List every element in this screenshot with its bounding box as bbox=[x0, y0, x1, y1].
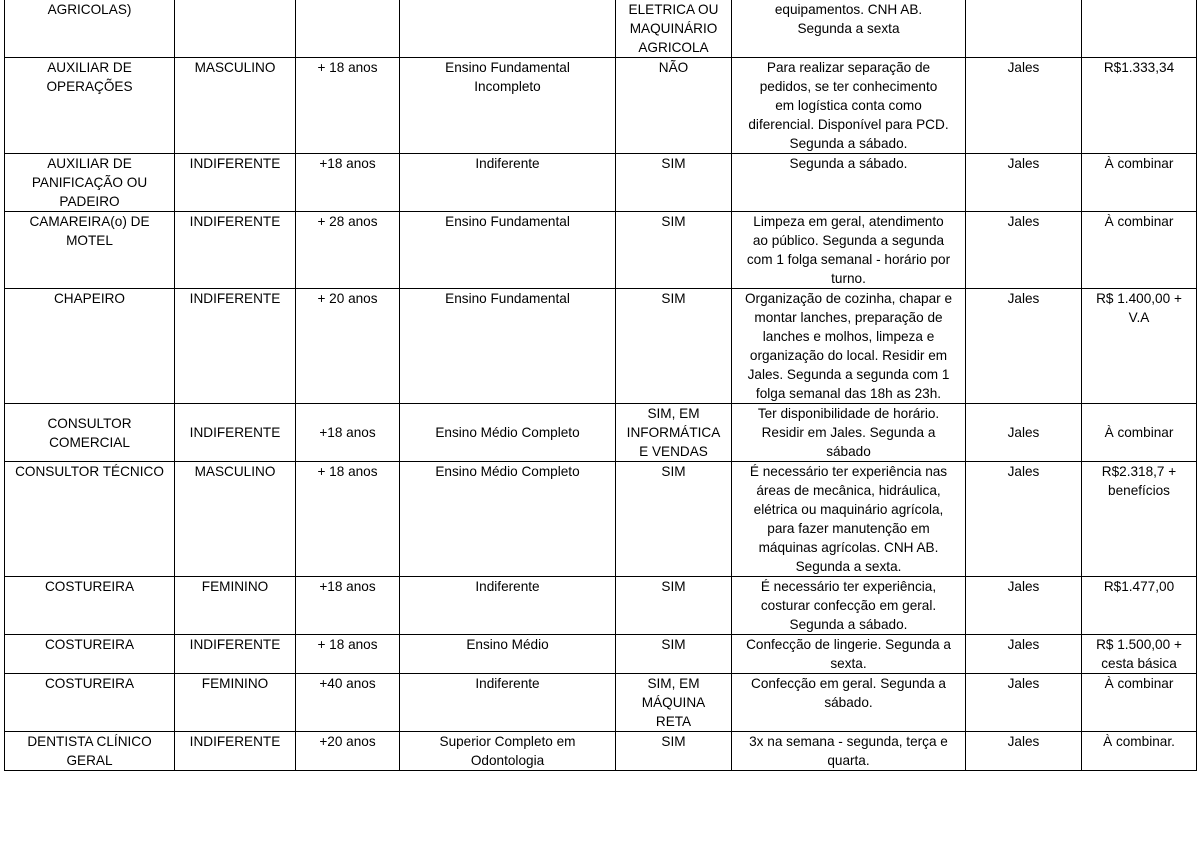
sexo-cell: INDIFERENTE bbox=[175, 635, 296, 674]
escolaridade-cell: Ensino Médio Completo bbox=[400, 462, 616, 577]
cidade-cell: Jales bbox=[966, 674, 1082, 732]
descricao-cell: Confecção em geral. Segunda a sábado. bbox=[732, 674, 966, 732]
salario-cell: R$1.477,00 bbox=[1082, 577, 1197, 635]
escolaridade-cell: Indiferente bbox=[400, 154, 616, 212]
descricao-cell: Segunda a sábado. bbox=[732, 154, 966, 212]
sexo-cell: INDIFERENTE bbox=[175, 212, 296, 289]
escolaridade-cell: Superior Completo em Odontologia bbox=[400, 732, 616, 771]
descricao-cell: 3x na semana - segunda, terça e quarta. bbox=[732, 732, 966, 771]
cargo-cell: AUXILIAR DE PANIFICAÇÃO OU PADEIRO bbox=[5, 154, 175, 212]
sexo-cell: INDIFERENTE bbox=[175, 404, 296, 462]
experiencia-cell: SIM bbox=[616, 732, 732, 771]
escolaridade-cell: Ensino Fundamental bbox=[400, 289, 616, 404]
table-row bbox=[5, 154, 1197, 212]
sexo-cell: MASCULINO bbox=[175, 462, 296, 577]
cidade-cell: Jales bbox=[966, 212, 1082, 289]
salario-cell: R$2.318,7 + benefícios bbox=[1082, 462, 1197, 577]
cargo-cell: AGRICOLAS) bbox=[5, 0, 175, 58]
cidade-cell: Jales bbox=[966, 58, 1082, 154]
salario-cell: À combinar bbox=[1082, 404, 1197, 462]
escolaridade-cell: Ensino Fundamental Incompleto bbox=[400, 58, 616, 154]
cargo-cell: COSTUREIRA bbox=[5, 674, 175, 732]
escolaridade-cell: Ensino Fundamental bbox=[400, 212, 616, 289]
experiencia-cell: SIM bbox=[616, 577, 732, 635]
cargo-cell: DENTISTA CLÍNICO GERAL bbox=[5, 732, 175, 771]
experiencia-cell: NÃO bbox=[616, 58, 732, 154]
cargo-cell: COSTUREIRA bbox=[5, 635, 175, 674]
cargo-cell: CAMAREIRA(o) DE MOTEL bbox=[5, 212, 175, 289]
idade-cell: +18 anos bbox=[296, 154, 400, 212]
escolaridade-cell bbox=[400, 0, 616, 58]
cidade-cell: Jales bbox=[966, 732, 1082, 771]
cargo-cell: CONSULTOR TÉCNICO bbox=[5, 462, 175, 577]
sexo-cell: INDIFERENTE bbox=[175, 154, 296, 212]
table-row bbox=[5, 58, 1197, 154]
escolaridade-cell: Indiferente bbox=[400, 577, 616, 635]
table-row bbox=[5, 212, 1197, 289]
idade-cell: +40 anos bbox=[296, 674, 400, 732]
cargo-cell: COSTUREIRA bbox=[5, 577, 175, 635]
experiencia-cell: SIM bbox=[616, 462, 732, 577]
idade-cell: + 18 anos bbox=[296, 635, 400, 674]
experiencia-cell: SIM, EM MÁQUINA RETA bbox=[616, 674, 732, 732]
experiencia-cell: SIM bbox=[616, 212, 732, 289]
salario-cell: R$ 1.500,00 + cesta básica bbox=[1082, 635, 1197, 674]
descricao-cell: equipamentos. CNH AB. Segunda a sexta bbox=[732, 0, 966, 58]
table-row bbox=[5, 732, 1197, 771]
escolaridade-cell: Ensino Médio Completo bbox=[400, 404, 616, 462]
job-listings-table bbox=[4, 0, 1197, 771]
sexo-cell: FEMININO bbox=[175, 674, 296, 732]
cidade-cell: Jales bbox=[966, 577, 1082, 635]
idade-cell: + 28 anos bbox=[296, 212, 400, 289]
descricao-cell: É necessário ter experiência, costurar confecção em geral. Segunda a sábado. bbox=[732, 577, 966, 635]
salario-cell: À combinar. bbox=[1082, 732, 1197, 771]
escolaridade-cell: Ensino Médio bbox=[400, 635, 616, 674]
experiencia-cell: ELETRICA OU MAQUINÁRIO AGRICOLA bbox=[616, 0, 732, 58]
descricao-cell: Ter disponibilidade de horário. Residir em Jales. Segunda a sábado bbox=[732, 404, 966, 462]
experiencia-cell: SIM bbox=[616, 154, 732, 212]
table-row bbox=[5, 0, 1197, 58]
table-row bbox=[5, 635, 1197, 674]
table-row bbox=[5, 404, 1197, 462]
table-row bbox=[5, 674, 1197, 732]
escolaridade-cell: Indiferente bbox=[400, 674, 616, 732]
cargo-cell: CONSULTOR COMERCIAL bbox=[5, 404, 175, 462]
job-listings-sheet bbox=[4, 0, 1196, 771]
sexo-cell: INDIFERENTE bbox=[175, 289, 296, 404]
salario-cell: À combinar bbox=[1082, 154, 1197, 212]
descricao-cell: Confecção de lingerie. Segunda a sexta. bbox=[732, 635, 966, 674]
salario-cell: R$ 1.400,00 + V.A bbox=[1082, 289, 1197, 404]
experiencia-cell: SIM bbox=[616, 289, 732, 404]
descricao-cell: Limpeza em geral, atendimento ao público. Segunda a segunda com 1 folga semanal - horário por turno. bbox=[732, 212, 966, 289]
cidade-cell: Jales bbox=[966, 462, 1082, 577]
table-row bbox=[5, 289, 1197, 404]
sexo-cell: INDIFERENTE bbox=[175, 732, 296, 771]
idade-cell: + 18 anos bbox=[296, 462, 400, 577]
descricao-cell: É necessário ter experiência nas áreas de mecânica, hidráulica, elétrica ou maquinário agrícola, para fazer manutenção em máquinas agrícolas. CNH AB. Segunda a sexta. bbox=[732, 462, 966, 577]
descricao-cell: Para realizar separação de pedidos, se ter conhecimento em logística conta como diferencial. Disponível para PCD. Segunda a sábado. bbox=[732, 58, 966, 154]
cidade-cell: Jales bbox=[966, 154, 1082, 212]
table-row bbox=[5, 577, 1197, 635]
idade-cell: +18 anos bbox=[296, 577, 400, 635]
cidade-cell: Jales bbox=[966, 635, 1082, 674]
sexo-cell bbox=[175, 0, 296, 58]
idade-cell: +18 anos bbox=[296, 404, 400, 462]
salario-cell: R$1.333,34 bbox=[1082, 58, 1197, 154]
sexo-cell: FEMININO bbox=[175, 577, 296, 635]
cidade-cell: Jales bbox=[966, 404, 1082, 462]
cidade-cell bbox=[966, 0, 1082, 58]
sexo-cell: MASCULINO bbox=[175, 58, 296, 154]
idade-cell: + 20 anos bbox=[296, 289, 400, 404]
idade-cell: + 18 anos bbox=[296, 58, 400, 154]
cidade-cell: Jales bbox=[966, 289, 1082, 404]
idade-cell bbox=[296, 0, 400, 58]
descricao-cell: Organização de cozinha, chapar e montar lanches, preparação de lanches e molhos, limpeza e organização do local. Residir em Jales. Segunda a segunda com 1 folga semanal das 18h as 23h. bbox=[732, 289, 966, 404]
experiencia-cell: SIM, EM INFORMÁTICA E VENDAS bbox=[616, 404, 732, 462]
cargo-cell: AUXILIAR DE OPERAÇÕES bbox=[5, 58, 175, 154]
experiencia-cell: SIM bbox=[616, 635, 732, 674]
cargo-cell: CHAPEIRO bbox=[5, 289, 175, 404]
salario-cell: À combinar bbox=[1082, 674, 1197, 732]
table-row bbox=[5, 462, 1197, 577]
salario-cell: À combinar bbox=[1082, 212, 1197, 289]
idade-cell: +20 anos bbox=[296, 732, 400, 771]
salario-cell bbox=[1082, 0, 1197, 58]
